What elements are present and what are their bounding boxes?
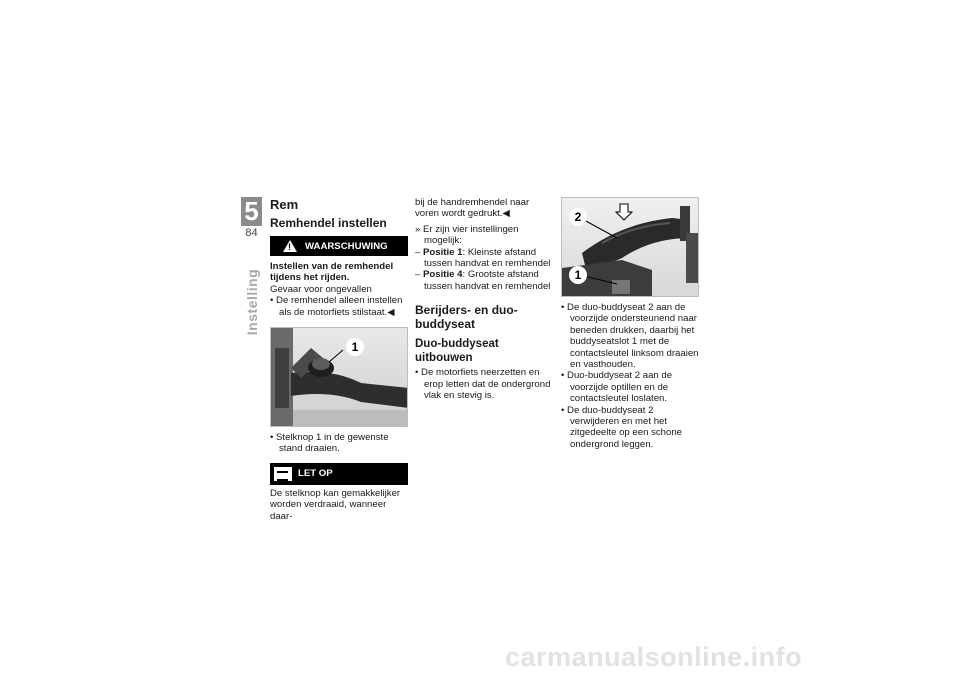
seat-step-3: • De duo-buddyseat 2 verwijderen en met het zitgedeelte op een schone ondergrond leggen. — [561, 404, 683, 450]
callout-1b: 1 — [569, 266, 587, 284]
column-2 — [415, 197, 553, 401]
callout-2: 2 — [569, 208, 587, 226]
section-heading-seat: Berijders- en duo-buddyseat — [415, 303, 518, 332]
settings-intro: » Er zijn vier instellingen mogelijk: — [415, 223, 519, 247]
callout-1: 1 — [346, 338, 364, 356]
watermark-text: carmanualsonline.info — [505, 642, 803, 672]
warning-bullet: • De remhendel alleen instellen als de motorfiets stilstaat.◀ — [270, 295, 403, 318]
setting-position-4-label: Positie 4 — [423, 269, 463, 281]
column-3 — [561, 197, 699, 450]
setting-position-4: – Positie 4: Grootste afstand tussen handvat en remhendel — [415, 269, 551, 292]
note-label: LET OP — [298, 468, 333, 480]
warning-icon — [283, 240, 297, 252]
setting-position-1-label: Positie 1 — [423, 246, 463, 258]
seat-photo — [561, 197, 699, 297]
section-label-text: Instelling — [244, 268, 260, 336]
continued-text: bij de handremhendel naar voren wordt gedrukt.◀ — [415, 197, 530, 220]
subsection-heading-seat: Duo-buddyseat uitbouwen — [415, 338, 499, 365]
seat-step-2: • Duo-buddyseat 2 aan de voorzijde optillen en de contactsleutel loslaten. — [561, 370, 673, 405]
setting-position-1-text: : Kleinste afstand tussen handvat en remhendel — [424, 246, 551, 270]
step-bullet: • Stelknop 1 in de gewenste stand draaien. — [270, 432, 389, 455]
note-icon — [274, 467, 292, 481]
setting-position-4-text: : Grootste afstand tussen handvat en remhendel — [424, 269, 551, 292]
setting-position-1: – Positie 1: Kleinste afstand tussen handvat en remhendel — [415, 246, 551, 270]
subsection-title: Remhendel instellen — [270, 216, 387, 230]
warning-heading: Instellen van de remhendel tijdens het rijden. — [270, 261, 394, 284]
chapter-number: 5 — [244, 196, 259, 226]
note-bar — [270, 463, 408, 485]
park-bullet: • De motorfiets neerzetten en erop letten dat de ondergrond vlak en stevig is. — [415, 367, 551, 402]
section-title: Rem — [270, 197, 299, 212]
brake-lever-illustration — [271, 328, 408, 427]
brake-lever-photo — [270, 327, 408, 427]
arrow-down-icon — [616, 204, 632, 220]
column-1 — [270, 197, 408, 522]
warning-bar — [270, 236, 408, 256]
seat-step-1: • De duo-buddyseat 2 aan de voorzijde ondersteunend naar beneden drukken, daarbij het buddyseatslot 1 met de contactsleutel linksom draaien en vasthouden. — [561, 302, 699, 371]
note-text: De stelknop kan gemakkelijker worden verdraaid, wanneer daar- — [270, 487, 401, 522]
warning-text: Gevaar voor ongevallen — [270, 283, 372, 295]
warning-label: WAARSCHUWING — [305, 240, 388, 252]
page-number: 84 — [245, 227, 258, 239]
